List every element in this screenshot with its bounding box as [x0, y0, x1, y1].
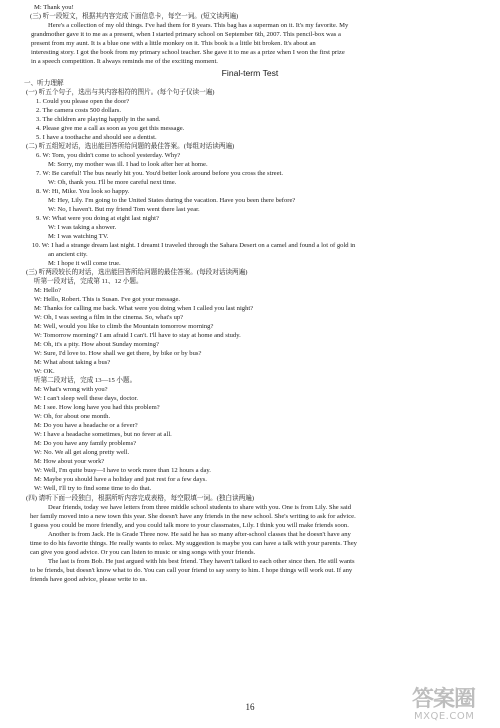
monologue-line: to be friends, but doesn't know what to do. You can call your friend to say sorry to him. I hope things will work out. If any: [30, 567, 353, 574]
passage-line: Here's a collection of my old things. I've had them for 8 years. This bag has a superman on it. It's my favorite. My: [48, 22, 349, 29]
dialogue-line: M: Well, would you like to climb the Mountain tomorrow morning?: [34, 323, 214, 330]
dialogue-line: M: What about taking a bus?: [34, 359, 111, 366]
dialogue-line: W: Oh, I was seeing a film in the cinema. So, what's up?: [34, 314, 184, 321]
monologue-line: can give you good advice. Or you can listen to music or sing songs with your friends.: [30, 549, 256, 556]
question-item: 4. Please give me a call as soon as you get this message.: [36, 125, 185, 132]
section-header: (二) 听五组短对话，选出能回答所给问题的最佳答案。(每组对话读两遍): [26, 143, 235, 150]
dialogue-line: W: OK.: [34, 368, 55, 375]
monologue-line: friends have good advice, please write to us.: [30, 576, 148, 583]
dialogue-line: 7. W: Be careful! The bus nearly hit you. You'd better look around before you cross the street.: [36, 170, 283, 177]
passage-line: grandmother gave it to me as a present, when I started primary school on September 6th, 2007. This pencil-box was a: [31, 31, 341, 38]
monologue-line: I guess you could be more friendly, and you could talk more to your classmates, Lily. I think you will make friends soon.: [30, 522, 349, 529]
test-title: Final-term Test: [221, 68, 279, 78]
dialogue-line: 8. W: Hi, Mike. You look so happy.: [36, 188, 130, 195]
dialogue-line: M: What's wrong with you?: [34, 386, 108, 393]
monologue-line: Dear friends, today we have letters from three middle school students to share with you. One is from Lily. She said: [48, 504, 351, 511]
dialogue-line: M: Hello?: [34, 287, 61, 294]
monologue-line: Another is from Jack. He is Grade Three now. He said he has so many after-school classes that he doesn't have any: [48, 531, 351, 538]
dialogue-subheader: 听第一段对话，完成第 11、12 小题。: [34, 278, 143, 285]
dialogue-line: W: Well, I'll try to find some time to do that.: [34, 485, 152, 492]
question-item: 2. The camera costs 500 dollars.: [36, 107, 122, 114]
dialogue-line: W: No. We all get along pretty well.: [34, 449, 130, 456]
passage-line: present from my aunt. It is a blue one with a little monkey on it. This book is a little bit broken. It's about an: [31, 40, 316, 47]
passage-section-header: (三) 听一段短文，根据其内容完成下面信息卡，每空一词。(短文读两遍): [30, 13, 239, 20]
dialogue-line: W: No, I haven't. But my friend Tom went there last year.: [48, 206, 200, 213]
question-item: 5. I have a toothache and should see a dentist.: [36, 134, 157, 141]
dialogue-line: W: Hello, Robert. This is Susan. I've got your message.: [34, 296, 181, 303]
dialogue-line: M: Maybe you should have a holiday and just rest for a few days.: [34, 476, 207, 483]
passage-line: in a speech competition. It always reminds me of the exciting moment.: [31, 58, 218, 65]
question-item: 1. Could you please open the door?: [36, 98, 130, 105]
question-item: 3. The children are playing happily in the sand.: [36, 116, 161, 123]
dialogue-line: 9. W: What were you doing at eight last night?: [36, 215, 159, 222]
dialogue-line: W: I can't sleep well these days, doctor.: [34, 395, 139, 402]
dialogue-line: M: Oh, it's a pity. How about Sunday morning?: [34, 341, 159, 348]
dialogue-line: W: Tomorrow morning? I am afraid I can't. I'll have to stay at home and study.: [34, 332, 241, 339]
section-header: (一) 听五个句子，选出与其内容相符的图片。(每个句子仅读一遍): [26, 89, 215, 96]
dialogue-line: 10. W: I had a strange dream last night. I dreamt I traveled through the Sahara Desert on a camel and found a lot of gold in: [32, 242, 356, 249]
dialogue-line: M: I was watching TV.: [48, 233, 109, 240]
dialogue-line: M: How about your work?: [34, 458, 105, 465]
passage-line: interesting story. I got the book from my primary school teacher. She gave it to me as a prize when I won the first prize: [31, 49, 345, 56]
dialogue-line: W: Sure, I'd love to. How shall we get there, by bike or by bus?: [34, 350, 202, 357]
dialogue-line: M: I hope it will come true.: [48, 260, 121, 267]
dialogue-line: M: I see. How long have you had this problem?: [34, 404, 160, 411]
dialogue-line: W: Oh, thank you. I'll be more careful next time.: [48, 179, 177, 186]
watermark-glyphs: 答案圈: [412, 687, 476, 712]
top-dialogue-line: M: Thank you!: [34, 4, 74, 11]
dialogue-line: M: Do you have any family problems?: [34, 440, 137, 447]
page-number: 16: [245, 702, 255, 712]
watermark-logo: [410, 688, 492, 724]
dialogue-line: M: Sorry, my mother was ill. I had to look after her at home.: [48, 161, 208, 168]
dialogue-line: M: Do you have a headache or a fever?: [34, 422, 138, 429]
dialogue-line: M: Thanks for calling me back. What were you doing when I called you last night?: [34, 305, 254, 312]
dialogue-line: W: I was taking a shower.: [48, 224, 117, 231]
dialogue-line: W: I have a headache sometimes, but no fever at all.: [34, 431, 172, 438]
dialogue-line: 6. W: Tom, you didn't come to school yesterday. Why?: [36, 152, 181, 159]
dialogue-line: M: Hey, Lily. I'm going to the United States during the vacation. Have you been there before?: [48, 197, 296, 204]
monologue-line: time to do his favorite things. He really wants to relax. My suggestion is maybe you can have a talk with your parents. They: [30, 540, 357, 547]
dialogue-line: an ancient city.: [48, 251, 88, 258]
section-header: (三) 听两段较长的对话，选出能回答所给问题的最佳答案。(每段对话读两遍): [26, 269, 248, 276]
section-header: (四) 请听下面一段独白，根据所听内容完成表格，每空限填一词。(独白读两遍): [26, 495, 255, 502]
dialogue-subheader: 听第二段对话，完成 13—15 小题。: [34, 377, 137, 384]
dialogue-line: W: Well, I'm quite busy—I have to work more than 12 hours a day.: [34, 467, 211, 474]
watermark-url: MXQE.COM: [414, 711, 475, 722]
part-header: 一、听力理解: [24, 80, 64, 87]
monologue-line: The last is from Bob. He just argued with his best friend. They haven't talked to each other since then. He still wants: [48, 558, 355, 565]
dialogue-line: W: Oh, for about one month.: [34, 413, 111, 420]
monologue-line: her family moved into a new town this year. She doesn't have any friends in the new school. She's writing to ask for advice.: [30, 513, 356, 520]
